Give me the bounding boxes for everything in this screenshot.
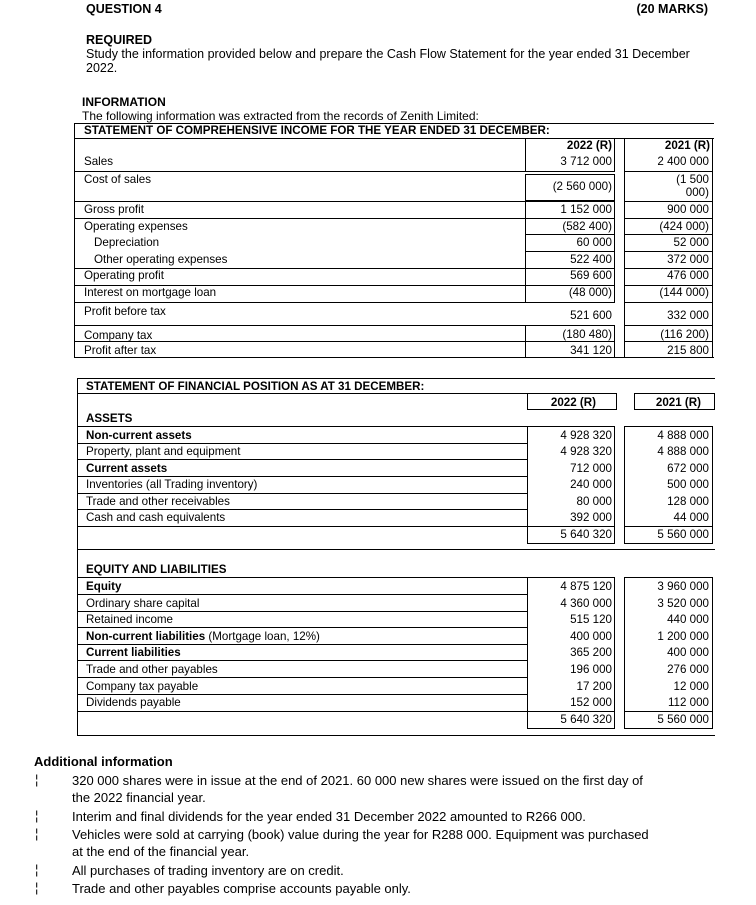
is-value-2021: 900 000 <box>667 203 709 216</box>
fp-label-retained-income: Retained income <box>86 613 174 626</box>
income-statement-title: STATEMENT OF COMPREHENSIVE INCOME FOR THE YEAR ENDED 31 DECEMBER: <box>84 124 550 137</box>
fp-total-assets-2021: 5 560 000 <box>657 528 709 541</box>
col-header-2022: 2022 (R) <box>566 139 612 152</box>
fp-label-receivables: Trade and other receivables <box>86 495 230 508</box>
col-header-2021: 2021 (R) <box>655 396 701 409</box>
fp-value-2022: 712 000 <box>570 462 612 475</box>
fp-label-inventories: Inventories (all Trading inventory) <box>86 478 258 491</box>
is-value-2021: 476 000 <box>667 269 709 282</box>
list-item <box>72 772 712 806</box>
list-item <box>72 880 712 897</box>
is-value-2022: (2 560 000) <box>552 180 612 193</box>
fp-label-trade-payables: Trade and other payables <box>86 663 218 676</box>
fp-value-2022: 17 200 <box>576 680 612 693</box>
list-item-line: Vehicles were sold at carrying (book) value during the year for R288 000. Equipment was purchased <box>72 827 649 842</box>
financial-position-title: STATEMENT OF FINANCIAL POSITION AS AT 31 DECEMBER: <box>86 380 425 393</box>
is-value-2021: (1 500 <box>676 173 709 186</box>
is-label-gross-profit: Gross profit <box>84 203 144 216</box>
fp-value-2021: 672 000 <box>667 462 709 475</box>
fp-value-2021: 4 888 000 <box>657 429 709 442</box>
is-value-2022: 3 712 000 <box>560 155 612 168</box>
list-item-line: Trade and other payables comprise accounts payable only. <box>72 881 411 896</box>
is-label-operating-profit: Operating profit <box>84 269 164 282</box>
information-text: The following information was extracted from the records of Zenith Limited: <box>82 109 479 123</box>
is-value-2021: 2 400 000 <box>657 155 709 168</box>
fp-value-2021: 12 000 <box>673 680 709 693</box>
fp-value-2021: 500 000 <box>667 478 709 491</box>
is-value-2022: (582 400) <box>562 220 612 233</box>
fp-value-2022: 4 875 120 <box>560 580 612 593</box>
fp-label-non-current-liabilities-title: Non-current liabilities <box>86 630 206 643</box>
list-item <box>72 808 712 825</box>
is-value-2022: 341 120 <box>570 344 612 357</box>
list-bullet: ¦ <box>35 862 39 877</box>
is-value-2021: (144 000) <box>659 286 709 299</box>
fp-label-non-current-liabilities <box>86 630 320 643</box>
is-value-2022: 522 400 <box>570 253 612 266</box>
list-bullet: ¦ <box>35 880 39 895</box>
is-label-company-tax: Company tax <box>84 329 153 342</box>
fp-value-2021: 400 000 <box>667 646 709 659</box>
col-header-2022: 2022 (R) <box>550 396 596 409</box>
is-value-2021: 52 000 <box>673 236 709 249</box>
is-label-profit-after-tax: Profit after tax <box>84 344 157 357</box>
fp-label-share-capital: Ordinary share capital <box>86 597 200 610</box>
list-item <box>72 862 712 879</box>
is-label-other-operating-expenses: Other operating expenses <box>94 253 228 266</box>
fp-value-2022: 240 000 <box>570 478 612 491</box>
is-label-operating-expenses: Operating expenses <box>84 220 188 233</box>
fp-value-2022: 152 000 <box>570 696 612 709</box>
fp-label-non-current-liabilities-note: (Mortgage loan, 12%) <box>205 630 320 643</box>
fp-value-2022: 392 000 <box>570 511 612 524</box>
fp-value-2021: 128 000 <box>667 495 709 508</box>
fp-value-2021: 3 520 000 <box>657 597 709 610</box>
is-value-2021: (116 200) <box>660 328 709 341</box>
is-value-2022: (48 000) <box>568 286 612 299</box>
fp-value-2022: 196 000 <box>570 663 612 676</box>
fp-label-ppe: Property, plant and equipment <box>86 445 241 458</box>
is-value-2022: 1 152 000 <box>560 203 612 216</box>
is-value-2021: 332 000 <box>667 309 709 322</box>
fp-value-2022: 515 120 <box>570 613 612 626</box>
list-bullet: ¦ <box>35 826 39 841</box>
fp-label-equity-and-liabilities: EQUITY AND LIABILITIES <box>86 563 227 576</box>
fp-label-non-current-assets: Non-current assets <box>86 429 192 442</box>
list-item-line: 320 000 shares were in issue at the end of 2021. 60 000 new shares were issued on the first day of <box>72 773 643 788</box>
is-value-2022: 569 600 <box>570 269 612 282</box>
question-marks: (20 MARKS) <box>636 2 708 16</box>
fp-value-2022: 4 928 320 <box>560 429 612 442</box>
fp-total-equity-2022: 5 640 320 <box>560 713 612 726</box>
is-label-depreciation: Depreciation <box>94 236 160 249</box>
fp-total-equity-2021: 5 560 000 <box>657 713 709 726</box>
fp-value-2022: 4 360 000 <box>560 597 612 610</box>
fp-label-equity: Equity <box>86 580 122 593</box>
is-value-2022: 60 000 <box>576 236 612 249</box>
fp-label-assets: ASSETS <box>86 412 133 425</box>
required-title: REQUIRED <box>86 33 152 47</box>
list-bullet: ¦ <box>35 808 39 823</box>
is-value-2021: 372 000 <box>667 253 709 266</box>
question-title: QUESTION 4 <box>86 2 162 16</box>
fp-value-2021: 440 000 <box>667 613 709 626</box>
fp-value-2022: 365 200 <box>570 646 612 659</box>
fp-value-2021: 112 000 <box>667 696 709 709</box>
fp-value-2021: 3 960 000 <box>657 580 709 593</box>
list-bullet: ¦ <box>35 772 39 787</box>
fp-total-assets-2022: 5 640 320 <box>560 528 612 541</box>
fp-value-2021: 276 000 <box>667 663 709 676</box>
information-title: INFORMATION <box>82 95 166 109</box>
additional-info-title: Additional information <box>34 754 173 769</box>
is-value-2021: (424 000) <box>659 220 709 233</box>
list-item-line: the 2022 financial year. <box>72 790 206 805</box>
fp-label-cash: Cash and cash equivalents <box>86 511 226 524</box>
list-item-line: at the end of the financial year. <box>72 844 250 859</box>
required-text: Study the information provided below and prepare the Cash Flow Statement for the year ended 31 December 2022. <box>86 47 690 75</box>
fp-value-2022: 400 000 <box>570 630 612 643</box>
list-item <box>72 826 712 860</box>
list-item-line: All purchases of trading inventory are on credit. <box>72 863 344 878</box>
is-label-profit-before-tax: Profit before tax <box>84 305 166 318</box>
fp-value-2022: 4 928 320 <box>560 445 612 458</box>
fp-value-2021: 1 200 000 <box>657 630 709 643</box>
col-header-2021: 2021 (R) <box>664 139 710 152</box>
is-value-2022: (180 480) <box>562 328 612 341</box>
fp-label-current-liabilities: Current liabilities <box>86 646 181 659</box>
fp-value-2022: 80 000 <box>576 495 612 508</box>
fp-value-2021: 44 000 <box>673 511 709 524</box>
is-value-2021: 000) <box>685 186 709 199</box>
is-value-2022: 521 600 <box>570 309 612 322</box>
is-label-sales: Sales <box>84 155 114 168</box>
list-item-line: Interim and final dividends for the year ended 31 December 2022 amounted to R266 000. <box>72 809 586 824</box>
fp-value-2021: 4 888 000 <box>657 445 709 458</box>
fp-label-dividends-payable: Dividends payable <box>86 696 181 709</box>
is-value-2021: 215 800 <box>667 344 709 357</box>
fp-label-current-assets: Current assets <box>86 462 168 475</box>
is-label-interest: Interest on mortgage loan <box>84 286 217 299</box>
is-label-cost-of-sales: Cost of sales <box>84 173 152 186</box>
fp-label-company-tax-payable: Company tax payable <box>86 680 199 693</box>
